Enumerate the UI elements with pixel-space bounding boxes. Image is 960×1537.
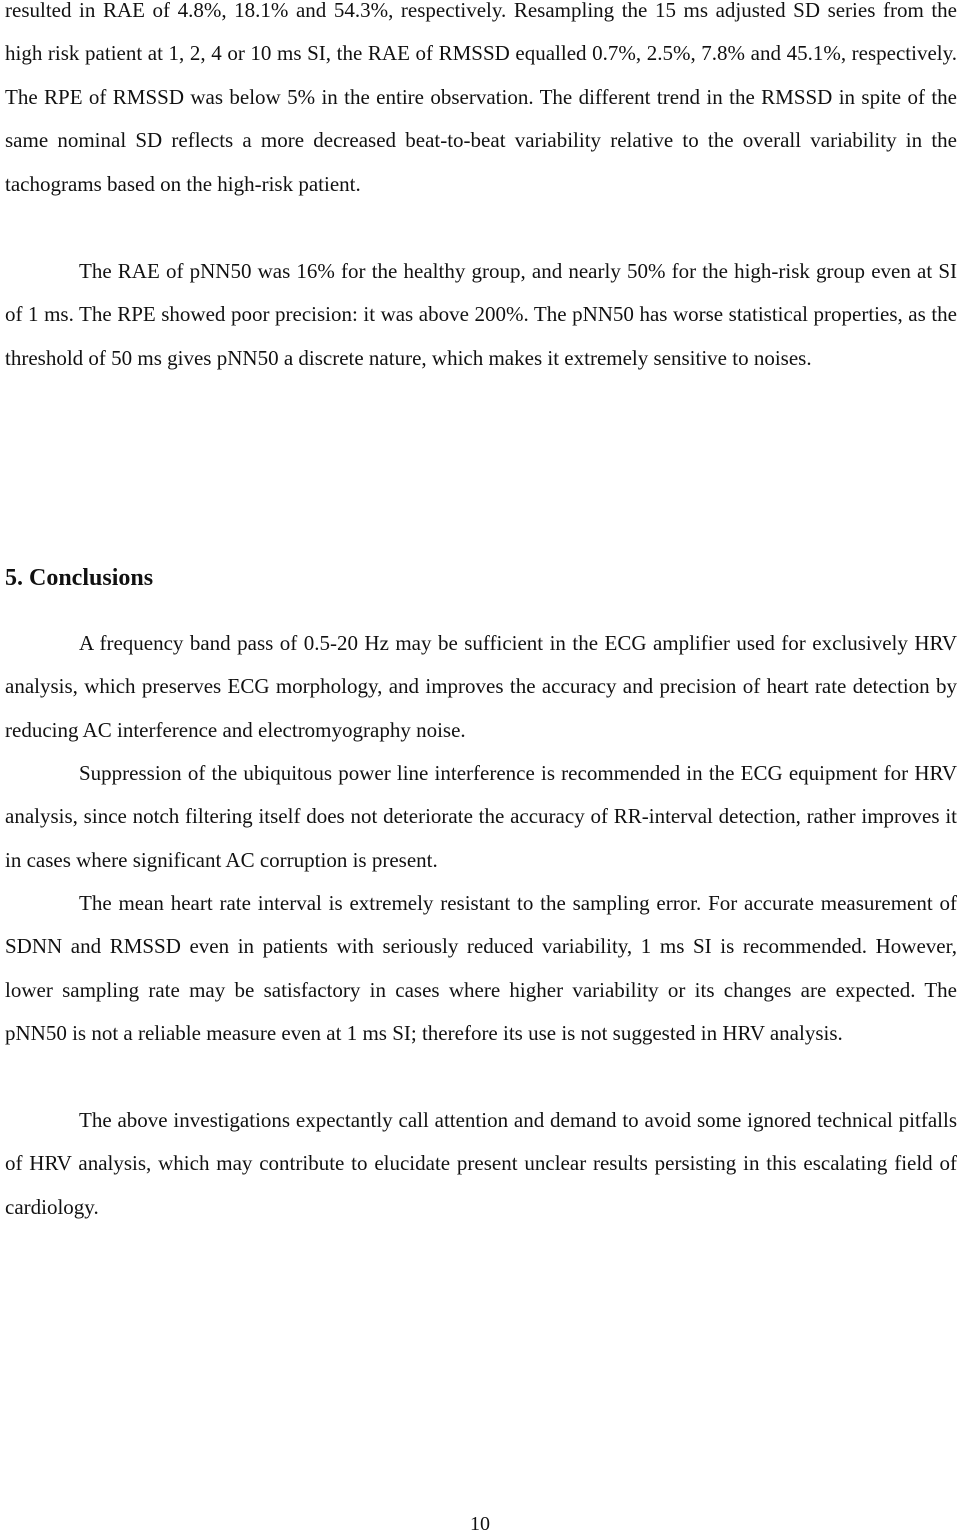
page-number: 10 bbox=[470, 1513, 490, 1535]
results-paragraph-rmssd: resulted in RAE of 4.8%, 18.1% and 54.3%, respectively. Resampling the 15 ms adjusted SD series from the high risk patient at 1, 2, 4 or 10 ms SI, the RAE of RMSSD equalled 0.7%, 2.5%, 7.8% and 45.1%, respectively. The RPE of RMSSD was below 5% in the entire observation. The different trend in the RMSSD in spite of the same nominal SD reflects a more decreased beat-to-beat variability relative to the overall variability in the tachograms based on the high-risk patient. bbox=[5, 0, 957, 196]
conclusion-paragraph-outlook: The above investigations expectantly call attention and demand to avoid some ignored technical pitfalls of HRV analysis, which may contribute to elucidate present unclear results persisting in this escalating field of cardiology. bbox=[5, 1108, 957, 1219]
results-paragraph-pnn50: The RAE of pNN50 was 16% for the healthy group, and nearly 50% for the high-risk group even at SI of 1 ms. The RPE showed poor precision: it was above 200%. The pNN50 has worse statistical properties, as the threshold of 50 ms gives pNN50 a discrete nature, which makes it extremely sensitive to noises. bbox=[5, 259, 957, 370]
conclusion-paragraph-sampling: The mean heart rate interval is extremely resistant to the sampling error. For accurate measurement of SDNN and RMSSD even in patients with seriously reduced variability, 1 ms SI is recommended. However, lower sampling rate may be satisfactory in cases where higher variability or its changes are expected. The pNN50 is not a reliable measure even at 1 ms SI; therefore its use is not suggested in HRV analysis. bbox=[5, 891, 957, 1046]
conclusion-paragraph-bandpass: A frequency band pass of 0.5-20 Hz may be sufficient in the ECG amplifier used for exclusively HRV analysis, which preserves ECG morphology, and improves the accuracy and precision of heart rate detection by reducing AC interference and electromyography noise. bbox=[5, 631, 957, 742]
conclusion-paragraph-notch-filter: Suppression of the ubiquitous power line interference is recommended in the ECG equipment for HRV analysis, since notch filtering itself does not deteriorate the accuracy of RR-interval detection, rather improves it in cases where significant AC corruption is present. bbox=[5, 761, 957, 872]
section-heading-conclusions: 5. Conclusions bbox=[5, 565, 154, 591]
